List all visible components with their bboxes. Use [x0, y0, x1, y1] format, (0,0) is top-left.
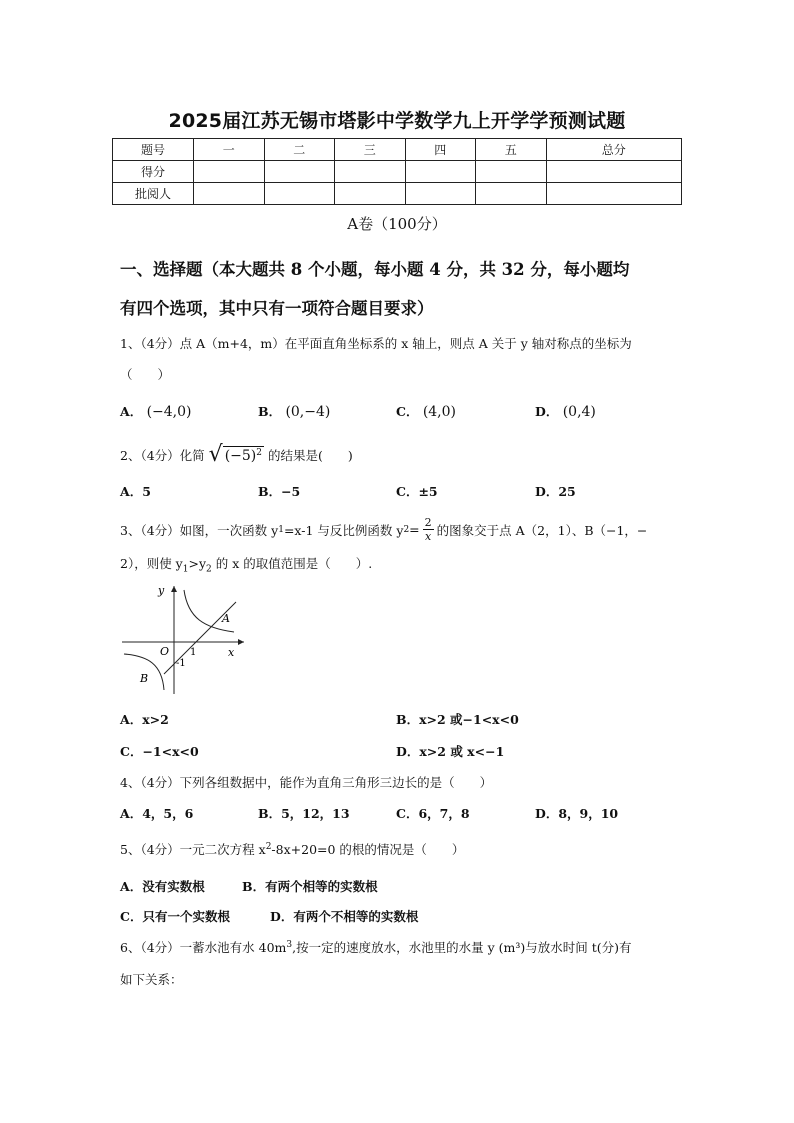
- table-cell: [194, 183, 265, 205]
- exponent: 2: [256, 448, 262, 458]
- table-cell: [476, 183, 547, 205]
- table-cell: 五: [476, 139, 547, 161]
- table-cell: [546, 161, 682, 183]
- section-a-title: A卷（100分）: [347, 215, 447, 233]
- table-row: [113, 139, 682, 161]
- table-cell: 总分: [546, 139, 682, 161]
- q2-option-b: B．−5: [258, 484, 301, 499]
- option-value: (4,0): [422, 404, 457, 420]
- question-text: -8x+20=0 的根的情况是（ ）: [271, 842, 465, 857]
- question-1-paren: （ ）: [120, 367, 171, 382]
- question-text: =x-1 与反比例函数 y: [283, 522, 404, 538]
- q4-option-c: C．6，7，8: [396, 806, 470, 821]
- question-5: [120, 840, 464, 858]
- q3-option-a: A．x>2: [120, 712, 169, 727]
- q1-option-b: [258, 402, 330, 420]
- tick-label-1: 1: [190, 647, 197, 658]
- table-cell: 一: [194, 139, 265, 161]
- question-text: =: [409, 522, 420, 537]
- q4-option-b: B．5，12，13: [258, 806, 350, 821]
- question-text: 5、（4分）一元二次方程 x: [120, 842, 266, 857]
- q1-option-d: [535, 402, 596, 420]
- q3-option-c: C．−1<x<0: [120, 744, 199, 759]
- question-text: 2），则使 y: [120, 556, 183, 571]
- question-3: [120, 516, 647, 543]
- question-6: [120, 938, 631, 956]
- point-a-label: A: [222, 612, 230, 625]
- question-text: 的 x 的取值范围是（ ）.: [211, 556, 373, 571]
- question-4: 4、（4分）下列各组数据中，能作为直角三角形三边长的是（ ）: [120, 775, 493, 790]
- q2-option-a: A．5: [120, 484, 151, 499]
- option-value: (0,−4): [285, 404, 331, 420]
- y-axis-label: y: [158, 584, 165, 597]
- point-b-label: B: [140, 672, 149, 685]
- origin-label: O: [160, 645, 170, 658]
- superscript: 2: [265, 841, 272, 852]
- q3-option-b: B．x>2 或−1<x<0: [396, 712, 519, 727]
- radicand: [223, 446, 264, 464]
- question-text: 3、（4分）如图，一次函数 y: [120, 522, 279, 538]
- tick-label-neg1: -1: [176, 658, 186, 669]
- q4-option-a: A．4，5，6: [120, 806, 194, 821]
- superscript: 3: [286, 939, 293, 950]
- table-cell: 二: [264, 139, 335, 161]
- q4-option-d: D．8，9，10: [535, 806, 619, 821]
- option-label: A．: [120, 404, 143, 419]
- q5-option-a: A．没有实数根: [120, 879, 205, 894]
- fraction: [423, 516, 434, 543]
- question-text: 的结果是( ): [267, 448, 353, 464]
- q3-option-d: D．x>2 或 x<−1: [396, 744, 505, 759]
- question-text: >y: [188, 556, 207, 571]
- table-cell: [264, 183, 335, 205]
- option-value: (0,4): [562, 404, 596, 420]
- table-cell: [335, 161, 406, 183]
- table-cell: 三: [335, 139, 406, 161]
- page-title: 2025届江苏无锡市塔影中学数学九上开学学预测试题: [168, 110, 626, 132]
- q1-option-a: [120, 402, 191, 420]
- q1-option-c: [396, 402, 456, 420]
- table-cell: [194, 161, 265, 183]
- table-cell: [476, 161, 547, 183]
- table-cell: 题号: [113, 139, 194, 161]
- sqrt-expression: [208, 442, 264, 468]
- subscript: 2: [403, 524, 410, 535]
- table-cell: 批阅人: [113, 183, 194, 205]
- question-text: 的图象交于点 A（2，1）、B（−1，−: [436, 522, 648, 538]
- question-3-cont: [120, 554, 372, 575]
- table-cell: [546, 183, 682, 205]
- subscript: 1: [278, 524, 284, 535]
- q5-option-d: D．有两个不相等的实数根: [270, 909, 419, 924]
- option-label: C．: [396, 404, 419, 419]
- table-cell: [264, 161, 335, 183]
- radical-sign-icon: √: [208, 442, 223, 468]
- q5-option-b: B．有两个相等的实数根: [242, 879, 378, 894]
- denominator: x: [425, 530, 432, 543]
- y-axis-arrow-icon: [171, 586, 177, 592]
- option-value: (−4,0): [146, 404, 192, 420]
- radicand-text: (−5): [224, 448, 257, 465]
- q2-option-c: C．±5: [396, 484, 438, 499]
- subscript: 1: [182, 564, 189, 575]
- numerator: 2: [424, 516, 432, 529]
- table-cell: 得分: [113, 161, 194, 183]
- score-table: [112, 138, 682, 205]
- question-text: ,按一定的速度放水，水池里的水量 y (m³)与放水时间 t(分)有: [292, 940, 632, 955]
- q5-option-c: C．只有一个实数根: [120, 909, 230, 924]
- question-text: 2、（4分）化简: [120, 448, 205, 464]
- function-graph: [118, 582, 248, 698]
- table-cell: [405, 161, 476, 183]
- subscript: 2: [206, 564, 212, 575]
- x-axis-label: x: [228, 646, 235, 659]
- x-axis-arrow-icon: [238, 639, 244, 645]
- option-label: B．: [258, 404, 282, 419]
- question-1: 1、（4分）点 A（m+4，m）在平面直角坐标系的 x 轴上，则点 A 关于 y 轴对称点的坐标为: [120, 336, 632, 351]
- option-label: D．: [535, 404, 559, 419]
- table-row: [113, 161, 682, 183]
- table-row: [113, 183, 682, 205]
- table-cell: [405, 183, 476, 205]
- table-cell: [335, 183, 406, 205]
- question-text: 6、（4分）一蓄水池有水 40m: [120, 940, 287, 955]
- table-cell: 四: [405, 139, 476, 161]
- part1-heading-cont: 有四个选项，其中只有一项符合题目要求）: [120, 299, 434, 318]
- question-2: [120, 442, 353, 468]
- part1-heading: 一、选择题（本大题共 8 个小题，每小题 4 分，共 32 分，每小题均: [120, 260, 630, 279]
- question-6-cont: 如下关系：: [120, 972, 183, 987]
- q2-option-d: D．25: [535, 484, 576, 499]
